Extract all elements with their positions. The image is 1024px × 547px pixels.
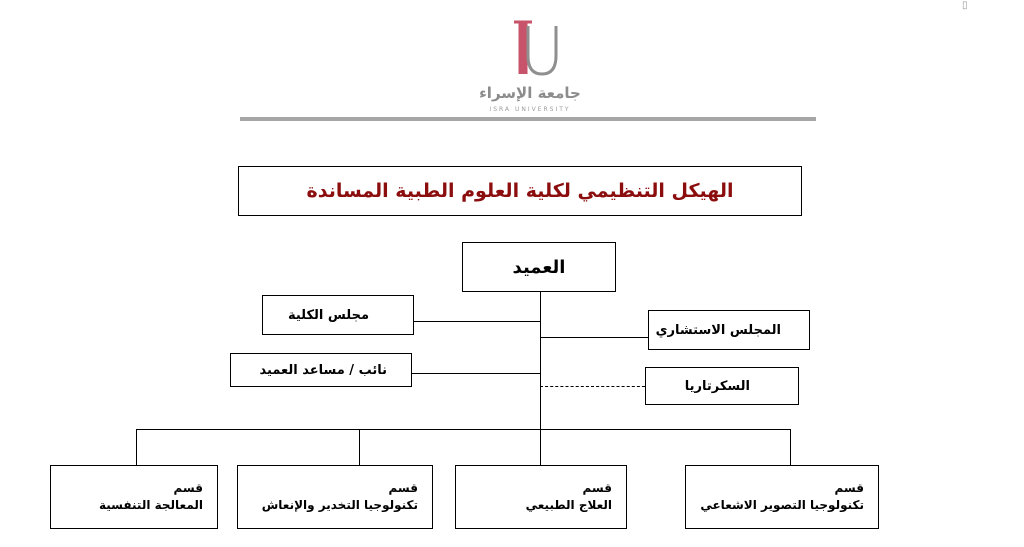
department-box-anesthesia [237,465,433,529]
connector-trunk [540,292,541,429]
advisory-council-box [648,310,810,350]
connector-deputy [412,373,540,374]
department-prefix: قسم [173,481,203,495]
department-box-physiotherapy [455,465,627,529]
connector-dept-2 [359,429,360,465]
faculty-council-box [262,295,414,335]
department-prefix: قسم [582,481,612,495]
connector-departments-bar [136,429,790,430]
connector-secretary-dashed [540,386,645,387]
deputy-dean-label: نائب / مساعد العميد [259,362,387,378]
secretary-label: السكرتاريا [684,378,750,394]
department-box-respiratory [50,465,218,529]
advisory-council-label: المجلس الاستشاري [655,322,781,338]
connector-advisory-council [540,337,648,338]
corner-glyph: ▯ [962,0,968,11]
dean-label: العميد [512,256,566,278]
header-divider [240,117,816,121]
chart-title-box [238,166,802,216]
department-name: تكنولوجيا التصوير الاشعاعي [700,498,864,512]
faculty-council-label: مجلس الكلية [287,307,369,323]
department-name: العلاج الطبيعي [525,498,612,512]
dean-box [462,242,616,292]
chart-title: الهيكل التنظيمي لكلية العلوم الطبية المساندة [306,180,734,202]
department-name: المعالجة التنفسية [99,498,203,512]
connector-dept-1 [136,429,137,465]
university-logo [470,18,590,118]
isra-logo-mark-icon [506,18,560,82]
department-box-radiology [685,465,879,529]
connector-dept-3 [540,429,541,465]
connector-dept-4 [790,429,791,465]
deputy-dean-box [230,353,412,387]
connector-faculty-council [414,321,540,322]
department-name: تكنولوجيا التخدير والإنعاش [261,498,418,512]
logo-arabic-text: جامعة الإسراء [479,84,581,102]
logo-english-text: ISRA UNIVERSITY [489,106,571,113]
department-prefix: قسم [834,481,864,495]
secretary-box [645,367,799,405]
department-prefix: قسم [388,481,418,495]
